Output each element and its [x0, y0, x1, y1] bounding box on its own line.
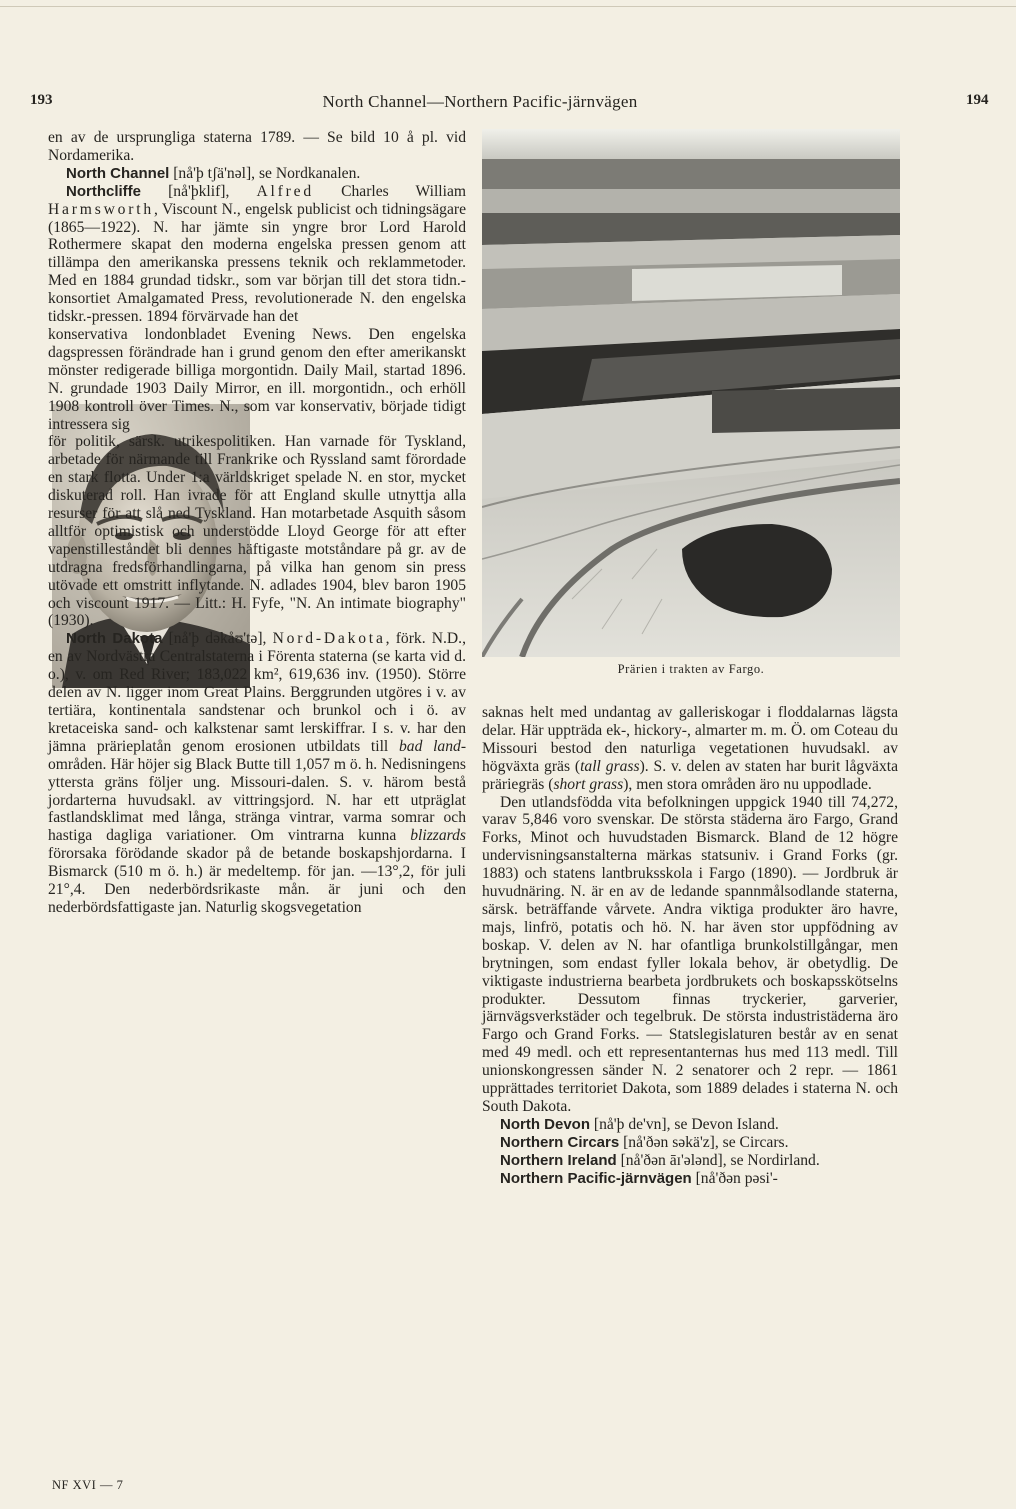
headword-north-dakota: North Dakota — [66, 630, 163, 648]
paragraph-continuation: en av de ursprungliga staterna 1789. — Se bild 10 å pl. vid Nordamerika. — [48, 129, 466, 164]
right-page-number: 194 — [966, 92, 989, 108]
left-page-number: 193 — [30, 92, 53, 108]
entry-text: -områden. Här höjer sig Black Butte till 1,057 m ö. h. Nedisningens yttersta gräns följer ung. Missouri-dalen. S. v. härom bestå jordarterna huvudsakl. av vittringsjord. N. har ett utpräglat fastlandsklimat med långa, stränga vintrar, varma somrar och hastiga dagliga variationer. Om vintrarna kunna — [48, 737, 467, 845]
italic-term: bad land — [398, 737, 461, 755]
entry-north-dakota — [48, 630, 466, 917]
headword-northcliffe: Northcliffe — [66, 182, 141, 200]
entry-northern-pacific — [482, 1170, 898, 1188]
entry-text: Charles William — [313, 182, 466, 200]
entry-text: ), men stora områden äro nu uppodlade. — [623, 775, 872, 793]
paragraph-population: Den utlandsfödda vita befolkningen uppgick 1940 till 74,272, varav 5,846 voro svenskar. De största städerna äro Fargo, Grand Forks, Minot och huvudstaden Bismarck. Bland de 12 högre undervisningsanstalterna märkas statsuniv. i Grand Forks (gr. 1883) och statens lantbruksskola i Fargo (1890). — Jordbruk är huvudnäring. N. är en av de ledande spannmålsodlande staterna, särsk. beträffande vårvete. Andra viktiga produkter äro havre, majs, linfrö, potatis och hö. N. har även stor uppfödning av boskap. V. delen av N. har ofantliga brunkolstillgångar, men brytningen, som endast fyller lokala behov, är obetydlig. De viktigaste industrierna bearbeta jordbrukets och boskapsskötselns produkter. Dessutom finnas tryckerier, garverier, järnvägsverkstäder och tegelbruk. De största industristäderna äro Fargo och Grand Forks. — Statslegislaturen består av en senat med 49 medl. och ett representanternas hus med 113 medl. Till unionskongressen sänder N. 2 senatorer och 2 repr. — 1861 upprättades territoriet Dakota, som 1889 delades i staterna N. och South Dakota. — [482, 793, 898, 1115]
entry-text: förorsaka förödande skador på de betande boskapshjordarna. I Bismarck (510 m ö. h.) är medeltemp. för jan. —13°,2, för juli 21°,4. Den nederbördsrikaste mån. är juni och den nederbördsfattigaste jan. Naturlig skogsvegetation — [48, 845, 466, 916]
entry-text: saknas helt med undantag av galleriskogar i floddalarnas lägsta delar. Här uppträda ek-, hickory-, almarter m. m. Ö. om Coteau du Missouri bestod den naturliga vegetationen huvudsakl. av högväxta gräs ( — [482, 704, 898, 775]
entry-text: , förk. N.D., en av Nordvästra Centralstaterna i Förenta staterna (se karta vid d. o.), v. om Red River; 183,022 km², 619,636 inv. (1950). Större delen av N. ligger inom Great Plains. Berggrunden utgöres i v. av tertiära, kontinentala sandstenar och brunkol och i ö. av kretaceiska sand- och kalkstenar samt lerskiffrar. I s. v. har den jämna prärieplatån genom erosionen utbildats till — [48, 630, 466, 755]
entry-text: [nå'þ de'vn], se Devon Island. — [590, 1115, 779, 1133]
entry-text: [nå'ðən pəsi'- — [691, 1169, 778, 1187]
entry-text: [nå'ðən səkä'z], se Circars. — [619, 1133, 789, 1151]
headword-northern-pacific: Northern Pacific-järnvägen — [500, 1169, 692, 1187]
entry-northern-circars — [482, 1134, 898, 1152]
prairie-aerial-illustration — [482, 129, 900, 657]
paragraph-continuation — [482, 704, 898, 794]
italic-term: tall grass — [580, 757, 640, 775]
entry-north-channel — [48, 165, 466, 183]
spaced-name-harmsworth: Harmsworth — [48, 200, 154, 218]
entry-text: [nå'þ tʃä'nəl], se Nordkanalen. — [169, 164, 361, 182]
entry-north-devon — [482, 1116, 898, 1134]
headword-northern-circars: Northern Circars — [500, 1133, 620, 1151]
spaced-name-alfred: Alfred — [256, 182, 314, 200]
entry-text-continued: för politik, särsk. utrikespolitiken. Han varnade för Tyskland, arbetade för närmande till Frankrike och Ryssland samt förordade en stark flotta. Under 1:a världskriget spelade N. en stor, mycket diskuterad roll. Han ivrade för att England skulle utnyttja alla resurser för att slå ned Tyskland. Han motarbetade Asquith såsom alltför optimistisk och understödde Lloyd George för att efter vapenstilleståndet bli dennes häftigaste motståndare på gr. av de utdragna fredsförhandlingarna, på vilka han genom sin press utövade ett omstritt inflytande. N. adlades 1904, blev baron 1905 och viscount 1917. — Litt.: H. Fyfe, "N. An intimate biography" (1930). — [48, 433, 466, 630]
headword-northern-ireland: Northern Ireland — [500, 1151, 617, 1169]
entry-text: ). S. v. delen av staten har burit lågväxta präriegräs ( — [482, 757, 898, 793]
entry-northcliffe — [48, 183, 466, 326]
italic-term: short grass — [553, 775, 624, 793]
aerial-photo-prairie-fargo — [482, 129, 900, 657]
signature-mark: NF XVI — 7 — [52, 1478, 124, 1492]
running-head: North Channel—Northern Pacific-järnvägen — [322, 92, 638, 111]
italic-term: blizzards — [410, 827, 466, 845]
headword-north-channel: North Channel — [66, 164, 170, 182]
entry-text: , Viscount N., engelsk publicist och tidningsägare (1865—1922). N. har jämte sin yngre bror Lord Harold Rothermere skapat den moderna engelska pressen genom att tillämpa den amerikanska pressens teknik och reklammetoder. Med en 1884 grundad tidskr., som var början till det stora tidn.-konsortiet Amalgamated Press, revolutionerade N. den engelska tidskr.-pressen. 1894 förvärvade han det — [48, 200, 466, 326]
pronunciation: [nå'þ dəkåʊ'tə], — [162, 630, 273, 648]
pronunciation: [nå'þklif], — [141, 182, 257, 200]
top-edge-line — [0, 6, 1016, 7]
text-beside-portrait: konservativa londonbladet Evening News. Den engelska dagspressen förändrade han i grund genom den efter amerikanskt mönster redigerade billiga morgontidn. Daily Mail, startad 1896. N. grundade 1903 Daily Mirror, en ill. morgontidn., och erhöll 1908 kontroll över Times. N., som var konservativ, började tidigt intressera sig — [48, 325, 466, 433]
right-text-column — [482, 704, 898, 1187]
spaced-name-nord-dakota: Nord-Dakota — [272, 630, 386, 648]
left-text-column — [48, 129, 466, 917]
entry-northern-ireland — [482, 1152, 898, 1170]
headword-north-devon: North Devon — [500, 1115, 590, 1133]
entry-text: [nå'ðən āɪ'ələnd], se Nordirland. — [616, 1151, 820, 1169]
aerial-photo-caption: Prärien i trakten av Fargo. — [617, 662, 765, 676]
